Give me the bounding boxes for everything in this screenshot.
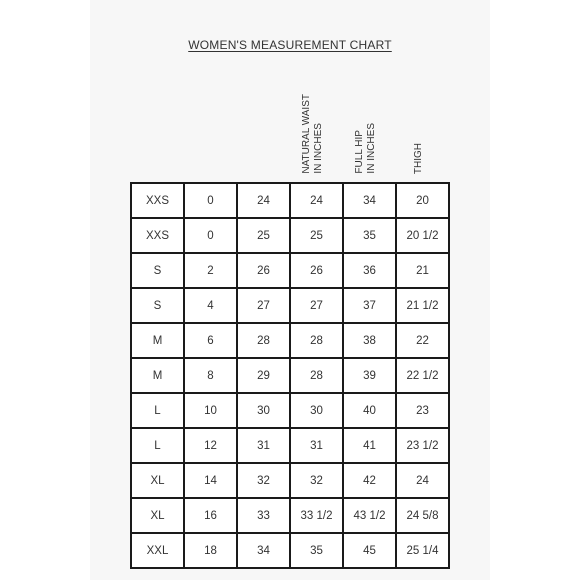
- table-cell: 31: [291, 429, 344, 464]
- table-cell: L: [132, 394, 185, 429]
- chart-title-text: WOMEN'S MEASUREMENT CHART: [188, 38, 392, 52]
- table-row: [132, 394, 450, 429]
- header-full-hip: [340, 60, 392, 174]
- table-cell: 33: [238, 499, 291, 534]
- table-cell: 40: [344, 394, 397, 429]
- table-row: [132, 499, 450, 534]
- table-cell: 0: [185, 184, 238, 219]
- table-cell: 16: [185, 499, 238, 534]
- header-thigh-text: THIGH: [413, 142, 424, 174]
- table-cell: 12: [185, 429, 238, 464]
- chart-title: [90, 38, 490, 52]
- table-cell: 34: [344, 184, 397, 219]
- table-cell: 14: [185, 464, 238, 499]
- table-cell: 32: [291, 464, 344, 499]
- table-cell: 24 5/8: [397, 499, 450, 534]
- table-row: [132, 254, 450, 289]
- table-cell: 28: [291, 324, 344, 359]
- table-cell: 23 1/2: [397, 429, 450, 464]
- table-cell: 21 1/2: [397, 289, 450, 324]
- table-cell: 33 1/2: [291, 499, 344, 534]
- table-cell: 27: [238, 289, 291, 324]
- table-cell: 32: [238, 464, 291, 499]
- table-cell: 35: [291, 534, 344, 569]
- table-cell: 29: [238, 359, 291, 394]
- table-cell: XXS: [132, 219, 185, 254]
- table-cell: 30: [238, 394, 291, 429]
- table-cell: 39: [344, 359, 397, 394]
- table-cell: 21: [397, 254, 450, 289]
- table-row: [132, 324, 450, 359]
- table-cell: 22 1/2: [397, 359, 450, 394]
- table-row: [132, 464, 450, 499]
- table-cell: 25 1/4: [397, 534, 450, 569]
- table-row: [132, 534, 450, 569]
- table-cell: 18: [185, 534, 238, 569]
- table-cell: S: [132, 254, 185, 289]
- table-cell: 37: [344, 289, 397, 324]
- table-cell: 31: [238, 429, 291, 464]
- table-cell: 43 1/2: [344, 499, 397, 534]
- table-cell: 24: [397, 464, 450, 499]
- table-cell: 38: [344, 324, 397, 359]
- table-cell: 26: [238, 254, 291, 289]
- table-cell: 10: [185, 394, 238, 429]
- table-cell: 36: [344, 254, 397, 289]
- table-cell: 2: [185, 254, 238, 289]
- table-row: [132, 289, 450, 324]
- table-cell: 20: [397, 184, 450, 219]
- table-cell: 22: [397, 324, 450, 359]
- table-cell: 24: [238, 184, 291, 219]
- header-thigh: [393, 60, 445, 174]
- table-cell: 25: [238, 219, 291, 254]
- measurement-table-body: [132, 184, 450, 569]
- table-row: [132, 429, 450, 464]
- header-full-hip-text: FULL HIP IN INCHES: [354, 123, 377, 174]
- table-cell: 20 1/2: [397, 219, 450, 254]
- table-cell: S: [132, 289, 185, 324]
- table-cell: 0: [185, 219, 238, 254]
- table-cell: 30: [291, 394, 344, 429]
- table-cell: 45: [344, 534, 397, 569]
- table-cell: XXS: [132, 184, 185, 219]
- table-cell: 26: [291, 254, 344, 289]
- table-cell: 23: [397, 394, 450, 429]
- table-cell: 27: [291, 289, 344, 324]
- table-row: [132, 219, 450, 254]
- measurement-table: [130, 182, 450, 569]
- table-cell: 34: [238, 534, 291, 569]
- table-cell: 25: [291, 219, 344, 254]
- table-cell: 28: [291, 359, 344, 394]
- table-cell: 24: [291, 184, 344, 219]
- table-cell: XL: [132, 499, 185, 534]
- table-cell: 35: [344, 219, 397, 254]
- table-cell: 28: [238, 324, 291, 359]
- table-cell: M: [132, 359, 185, 394]
- table-cell: XL: [132, 464, 185, 499]
- header-natural-waist: [287, 60, 339, 174]
- table-row: [132, 359, 450, 394]
- table-cell: 41: [344, 429, 397, 464]
- table-cell: 4: [185, 289, 238, 324]
- table-cell: 6: [185, 324, 238, 359]
- header-natural-waist-text: NATURAL WAIST IN INCHES: [301, 94, 324, 174]
- table-cell: L: [132, 429, 185, 464]
- table-row: [132, 184, 450, 219]
- table-cell: XXL: [132, 534, 185, 569]
- table-cell: 42: [344, 464, 397, 499]
- table-cell: M: [132, 324, 185, 359]
- table-cell: 8: [185, 359, 238, 394]
